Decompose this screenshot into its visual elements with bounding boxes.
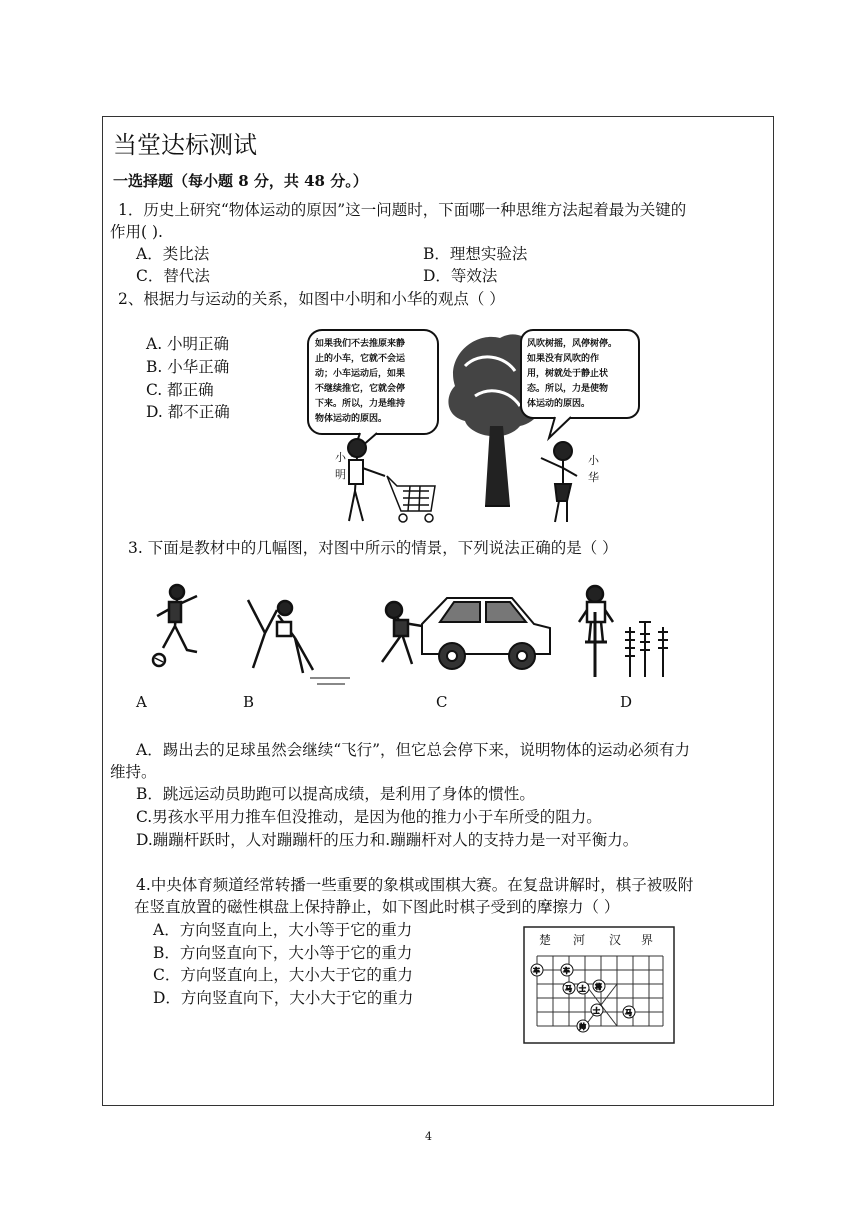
q3-stem: 3. 下面是教材中的几幅图，对图中所示的情景，下列说法正确的是（ ）: [128, 539, 618, 557]
q1-stem-line2: 作用( ).: [110, 223, 163, 241]
q1-option-c: C．替代法: [136, 267, 210, 285]
board-header-jie: 界: [641, 933, 654, 947]
chess-board-figure: [523, 926, 675, 1044]
pogo-springs: [625, 622, 668, 677]
q4-stem-line2: 在竖直放置的磁性棋盘上保持静止，如下图此时棋子受到的摩擦力（ ）: [134, 898, 620, 916]
q2-stem: 2、根据力与运动的关系，如图中小明和小华的观点（ ）: [118, 290, 505, 308]
q1-option-d: D．等效法: [423, 267, 498, 285]
section-title: 当堂达标测试: [113, 131, 257, 159]
football-player: [153, 585, 197, 666]
picture-label-d: D: [620, 693, 633, 711]
page-number: 4: [425, 1130, 432, 1143]
bubble-left-line3: 动；小车运动后，如果: [315, 369, 406, 379]
name-xiaoming-1: 小: [335, 451, 346, 464]
q3-pictures-ab: [145, 578, 355, 690]
chess-piece-label: 车: [563, 967, 570, 975]
boy-xiaoming: [348, 439, 385, 521]
q1-option-a: A．类比法: [136, 245, 210, 263]
board-header-he: 河: [573, 933, 586, 947]
chess-piece-label: 车: [533, 967, 540, 975]
q4-option-d: D．方向竖直向下，大小大于它的重力: [153, 989, 414, 1007]
chess-piece-label: 马: [625, 1009, 632, 1017]
car: [422, 598, 550, 669]
q3-statement-a-cont: 维持。: [110, 763, 157, 781]
chess-piece-label: 马: [565, 985, 572, 993]
q3-statement-d: D.蹦蹦杆跃时，人对蹦蹦杆的压力和.蹦蹦杆对人的支持力是一对平衡力。: [136, 831, 639, 849]
bubble-right-line2: 如果没有风吹的作: [527, 354, 600, 364]
bubble-right-line3: 用，树就处于静止状: [527, 369, 609, 379]
bubble-left-line6: 物体运动的原因。: [315, 414, 388, 424]
girl-xiaohua: [541, 442, 577, 522]
q1-stem-line1: 1．历史上研究“物体运动的原因”这一问题时，下面哪一种思维方法起着最为关键的: [118, 201, 687, 219]
chess-piece-label: 士: [579, 985, 586, 993]
bubble-left-line4: 不继续推它，它就会停: [315, 384, 406, 394]
q2-option-b: B. 小华正确: [146, 358, 230, 376]
q3-picture-c: [372, 582, 554, 674]
bubble-right-line1: 风吹树摇，风停树停。: [527, 339, 618, 349]
pogo-stick-rider: [579, 586, 613, 677]
board-header-han: 汉: [609, 933, 622, 947]
bubble-left-line1: 如果我们不去推原来静: [315, 339, 406, 349]
bubble-left-line2: 止的小车，它就不会运: [315, 354, 406, 364]
q4-option-a: A．方向竖直向上，大小等于它的重力: [153, 921, 413, 939]
long-jumper: [248, 600, 350, 684]
q1-option-b: B．理想实验法: [423, 245, 528, 263]
name-xiaoming-2: 明: [335, 468, 346, 481]
q3-picture-d: [575, 582, 675, 682]
part-heading: 一选择题（每小题 8 分，共 48 分。）: [113, 172, 368, 190]
q4-stem-line1: 4.中央体育频道经常转播一些重要的象棋或围棋大赛。在复盘讲解时，棋子被吸附: [136, 876, 694, 894]
bubble-left-line5: 下来。所以，力是维持: [315, 399, 406, 409]
name-xiaohua-2: 华: [588, 471, 599, 484]
bubble-right-line4: 态。所以，力是使物: [527, 384, 609, 394]
chess-piece-label: 帅: [579, 1023, 586, 1031]
board-header-chu: 楚: [539, 933, 552, 947]
q2-option-c: C. 都正确: [146, 381, 214, 399]
q4-option-c: C．方向竖直向上，大小大于它的重力: [153, 966, 413, 984]
q4-option-b: B．方向竖直向下，大小等于它的重力: [153, 944, 413, 962]
shopping-cart: [387, 476, 435, 522]
q3-statement-c: C.男孩水平用力推车但没推动，是因为他的推力小于车所受的阻力。: [136, 808, 602, 826]
q2-illustration: [305, 326, 645, 528]
picture-label-c: C: [436, 693, 448, 711]
q2-option-d: D. 都不正确: [146, 403, 230, 421]
picture-label-b: B: [243, 693, 255, 711]
chess-piece-label: 将: [595, 983, 602, 991]
bubble-right-line5: 体运动的原因。: [527, 399, 591, 409]
picture-label-a: A: [136, 693, 147, 711]
q2-option-a: A. 小明正确: [146, 335, 230, 353]
name-xiaohua-1: 小: [588, 454, 599, 467]
chess-piece-label: 士: [593, 1007, 600, 1015]
boy-pushing: [382, 602, 422, 664]
q3-statement-a: A．踢出去的足球虽然会继续“飞行”，但它总会停下来，说明物体的运动必须有力: [136, 741, 691, 759]
q3-statement-b: B．跳远运动员助跑可以提高成绩，是利用了身体的惯性。: [136, 785, 535, 803]
